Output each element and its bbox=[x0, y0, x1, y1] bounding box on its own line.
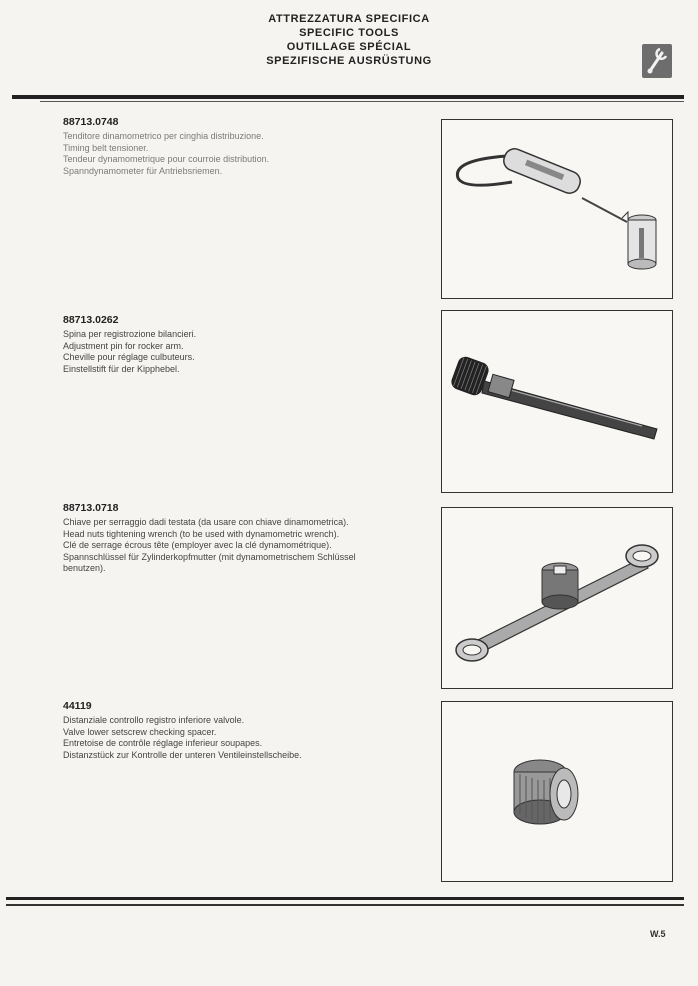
tool-desc-en: Timing belt tensioner. bbox=[63, 142, 149, 153]
tool-desc-fr: Clé de serrage écrous tête (employer avec la clé dynamométrique). bbox=[63, 540, 332, 550]
tool-desc-en: Valve lower setscrew checking spacer. bbox=[63, 726, 217, 737]
tool-code: 88713.0718 bbox=[63, 502, 119, 514]
tool-image-adjustment-pin bbox=[441, 310, 673, 493]
tool-code: 88713.0262 bbox=[63, 314, 119, 326]
tool-desc-it: Distanziale controllo registro inferiore valvole. bbox=[63, 715, 245, 725]
tool-desc-en: Head nuts tightening wrench (to be used with dynamometric wrench). bbox=[63, 528, 340, 539]
tool-desc-it: Chiave per serraggio dadi testata (da usare con chiave dinamometrica). bbox=[63, 517, 349, 527]
header-title-de: SPEZIFISCHE AUSRÜSTUNG bbox=[266, 55, 432, 67]
top-rule-thin bbox=[40, 101, 684, 102]
tool-desc-it: Spina per registrozione bilancieri. bbox=[63, 329, 197, 339]
tool-desc-de: Distanzstück zur Kontrolle der unteren Ventileinstellscheibe. bbox=[63, 749, 302, 760]
bottom-rule-thin bbox=[6, 904, 684, 906]
tool-desc-fr: Cheville pour réglage culbuteurs. bbox=[63, 352, 195, 362]
tool-image-head-nut-wrench bbox=[441, 507, 673, 689]
page-header bbox=[0, 12, 698, 68]
tool-code: 44119 bbox=[63, 700, 92, 712]
tool-entry bbox=[63, 700, 433, 761]
tool-desc-en: Adjustment pin for rocker arm. bbox=[63, 340, 184, 351]
tool-desc-de: Spanndynamometer für Antriebsriemen. bbox=[63, 165, 223, 176]
tool-desc-fr: Entretoise de contrôle réglage inferieur soupapes. bbox=[63, 738, 263, 748]
top-rule bbox=[12, 95, 684, 99]
header-title-en: SPECIFIC TOOLS bbox=[299, 27, 399, 39]
header-title-fr: OUTILLAGE SPÉCIAL bbox=[286, 41, 412, 53]
tool-image-valve-spacer bbox=[441, 701, 673, 882]
wrench-icon bbox=[642, 44, 672, 78]
page-number: W.5 bbox=[650, 929, 666, 939]
tool-entry bbox=[63, 502, 433, 575]
tool-entry bbox=[63, 116, 433, 177]
tool-desc-it: Tenditore dinamometrico per cinghia distribuzione. bbox=[63, 131, 264, 141]
tool-desc-de-cont: benutzen). bbox=[63, 563, 106, 573]
tool-desc-de: Spannschlüssel für Zylinderkopfmutter (mit dynamometrischem Schlüssel bbox=[63, 551, 356, 562]
header-title-it: ATTREZZATURA SPECIFICA bbox=[268, 13, 430, 25]
tool-entry bbox=[63, 314, 433, 375]
bottom-rule bbox=[6, 897, 684, 900]
tool-code: 88713.0748 bbox=[63, 116, 119, 128]
tool-desc-fr: Tendeur dynamometrique pour courroie distribution. bbox=[63, 154, 270, 164]
tool-desc-de: Einstellstift für der Kipphebel. bbox=[63, 363, 180, 374]
tool-image-belt-tensioner bbox=[441, 119, 673, 299]
